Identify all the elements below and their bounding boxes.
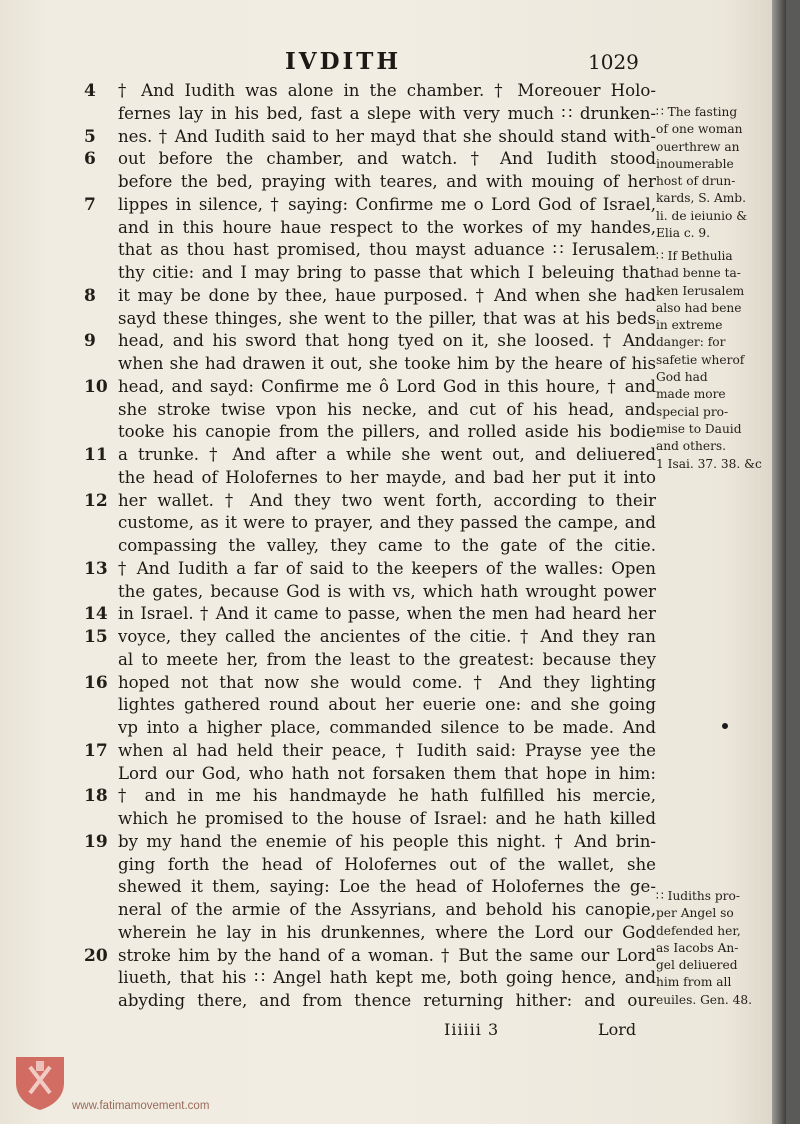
- text-line: [84, 581, 656, 604]
- line-text: † and in me his handmayde he hath fulfilled his mercie,: [118, 786, 656, 806]
- text-line: [84, 626, 656, 649]
- margin-note-line: as Iacobs An-: [656, 940, 739, 955]
- catchword: Lord: [598, 1020, 637, 1039]
- verse-number: 12: [84, 490, 108, 511]
- line-text: out before the chamber, and watch. † And Iudith stood: [118, 149, 656, 169]
- margin-note-line: gel deliuered: [656, 958, 738, 973]
- line-text: sayd these thinges, she went to the piller, that was at his beds: [118, 308, 656, 328]
- margin-note-line: inoumerable: [656, 156, 734, 171]
- line-text: abyding there, and from thence returning hither: and our: [118, 991, 656, 1010]
- text-line: [84, 876, 656, 899]
- line-text: it may be done by thee, haue purposed. † And when she had: [118, 285, 656, 305]
- margin-note-line: per Angel so: [656, 906, 734, 921]
- margin-note-line: ∷ The fasting: [656, 105, 738, 119]
- verse-number: 11: [84, 445, 108, 465]
- line-text: in Israel. † And it came to passe, when the men had heard her: [118, 604, 656, 624]
- text-line: [84, 899, 656, 922]
- line-text: when she had drawen it out, she tooke him by the heare of his: [118, 354, 656, 373]
- verse-number: 20: [84, 945, 108, 966]
- text-line: [84, 990, 656, 1013]
- text-line: [84, 740, 656, 763]
- line-text: al to meete her, from the least to the greatest: because they: [118, 649, 656, 669]
- signature-mark: Iiiiii 3: [444, 1020, 500, 1039]
- text-line: [84, 171, 656, 194]
- text-line: [84, 194, 656, 217]
- line-text: Lord our God, who hath not forsaken them that hope in him:: [118, 763, 656, 783]
- text-line: [84, 148, 656, 171]
- verse-number: 13: [84, 558, 108, 579]
- text-line: [84, 854, 656, 877]
- verse-number: 9: [84, 331, 96, 352]
- margin-note-line: danger: for: [656, 335, 726, 350]
- text-line: [84, 490, 656, 513]
- text-line: [84, 603, 656, 626]
- text-line: [84, 80, 656, 103]
- line-text: by my hand the enemie of his people this night. † And brin-: [118, 831, 656, 851]
- page-number: 1029: [588, 50, 639, 74]
- margin-note-line: 1 Isai. 37. 38. &c: [656, 456, 762, 471]
- text-line: [84, 558, 656, 581]
- margin-note-line: host of drun-: [656, 174, 736, 189]
- margin-note-jerusalem: [656, 248, 774, 473]
- text-line: [84, 126, 656, 149]
- margin-note-line: euiles. Gen. 48.: [656, 992, 753, 1007]
- line-text: the gates, because God is with vs, which hath wrought power: [118, 581, 656, 601]
- line-text: stroke him by the hand of a woman. † But the same our Lord: [118, 945, 656, 965]
- margin-note-line: of one woman: [656, 122, 743, 137]
- line-text: liueth, that his ∷ Angel hath kept me, both going hence, and: [118, 968, 656, 988]
- text-line: [84, 103, 656, 126]
- text-line: [84, 763, 656, 786]
- verse-number: 19: [84, 831, 108, 852]
- text-line: [84, 330, 656, 353]
- page-edge-shadow: [772, 0, 786, 1124]
- line-text: shewed it them, saying: Loe the head of Holofernes the ge-: [118, 877, 656, 897]
- line-text: nes. † And Iudith said to her mayd that she should stand with-: [118, 126, 656, 146]
- ink-spot: [722, 723, 728, 729]
- line-text: and in this houre haue respect to the workes of my handes,: [118, 217, 656, 237]
- margin-note-drunkennes: [656, 104, 774, 242]
- text-line: [84, 672, 656, 695]
- text-line: [84, 512, 656, 535]
- margin-note-line: mise to Dauid: [656, 421, 742, 436]
- line-text: tooke his canopie from the pillers, and rolled aside his bodie: [118, 422, 656, 442]
- line-text: vp into a higher place, commanded silence to be made. And: [118, 718, 656, 737]
- verse-number: 17: [84, 740, 108, 761]
- line-text: she stroke twise vpon his necke, and cut of his head, and: [118, 399, 656, 419]
- text-line: [84, 649, 656, 672]
- text-line: [84, 945, 656, 968]
- verse-number: 7: [84, 194, 96, 215]
- website-url[interactable]: www.fatimamovement.com: [72, 1100, 210, 1112]
- margin-note-line: kards, S. Amb.: [656, 191, 746, 206]
- margin-note-line: li. de ieiunio &: [656, 208, 748, 223]
- margin-note-line: him from all: [656, 975, 732, 990]
- line-text: † And Iudith was alone in the chamber. † Moreouer Holo-: [118, 81, 656, 100]
- verse-number: 5: [84, 126, 96, 147]
- line-text: that as thou hast promised, thou mayst aduance ∷ Ierusalem: [118, 240, 656, 260]
- text-line: [84, 808, 656, 831]
- verse-number: 18: [84, 786, 108, 807]
- line-text: the head of Holofernes to her mayde, and bad her put it into: [118, 467, 656, 487]
- line-text: lippes in silence, † saying: Confirme me o Lord God of Israel,: [118, 194, 656, 214]
- line-text: her wallet. † And they two went forth, according to their: [118, 490, 656, 510]
- line-text: compassing the valley, they came to the gate of the citie.: [118, 536, 656, 555]
- margin-note-line: had benne ta-: [656, 266, 741, 281]
- margin-note-line: ∷ Iudiths pro-: [656, 889, 740, 903]
- line-text: which he promised to the house of Israel: and he hath killed: [118, 809, 656, 828]
- margin-note-line: ouerthrew an: [656, 139, 740, 154]
- margin-note-line: and others.: [656, 439, 727, 454]
- text-line: [84, 535, 656, 558]
- line-text: custome, as it were to prayer, and they passed the campe, and: [118, 513, 656, 533]
- line-text: neral of the armie of the Assyrians, and behold his canopie,: [118, 900, 656, 919]
- text-line: [84, 421, 656, 444]
- margin-note-line: special pro-: [656, 404, 729, 419]
- line-text: hoped not that now she would come. † And they lighting: [118, 672, 656, 692]
- line-text: head, and sayd: Confirme me ô Lord God in this houre, † and: [118, 376, 656, 396]
- verse-number: 16: [84, 672, 108, 693]
- text-line: [84, 694, 656, 717]
- heraldic-shield-logo-icon: [12, 1053, 68, 1111]
- text-line: [84, 831, 656, 854]
- text-line: [84, 399, 656, 422]
- verse-number: 15: [84, 627, 108, 647]
- text-line: [84, 239, 656, 262]
- main-text-column: [84, 80, 656, 1013]
- line-text: † And Iudith a far of said to the keepers of the walles: Open: [118, 558, 656, 578]
- line-text: a trunke. † And after a while she went out, and deliuered: [118, 445, 656, 464]
- text-line: [84, 467, 656, 490]
- line-text: ging forth the head of Holofernes out of the wallet, she: [118, 854, 656, 874]
- verse-number: 6: [84, 149, 96, 170]
- margin-note-line: in extreme: [656, 318, 723, 333]
- line-text: lightes gathered round about her euerie one: and she going: [118, 695, 656, 715]
- margin-note-line: God had: [656, 370, 708, 385]
- text-line: [84, 262, 656, 285]
- page-header: [0, 48, 786, 78]
- margin-note-line: also had bene: [656, 300, 742, 315]
- text-line: [84, 353, 656, 376]
- text-line: [84, 217, 656, 240]
- margin-note-line: ∷ If Bethulia: [656, 249, 733, 263]
- text-line: [84, 717, 656, 740]
- line-text: before the bed, praying with teares, and with mouing of her: [118, 172, 656, 191]
- line-text: head, and his sword that hong tyed on it, she loosed. † And: [118, 331, 656, 351]
- margin-note-line: safetie wherof: [656, 352, 745, 367]
- line-text: thy citie: and I may bring to passe that which I beleuing that: [118, 263, 656, 282]
- text-line: [84, 376, 656, 399]
- text-line: [84, 922, 656, 945]
- margin-note-angel: [656, 888, 774, 1009]
- verse-number: 8: [84, 285, 96, 306]
- line-text: voyce, they called the ancientes of the citie. † And they ran: [118, 627, 656, 646]
- margin-note-line: defended her,: [656, 923, 741, 938]
- running-title: IVDITH: [285, 48, 402, 75]
- line-text: fernes lay in his bed, fast a slepe with very much ∷ drunken-: [118, 103, 656, 123]
- text-line: [84, 285, 656, 308]
- text-line: [84, 967, 656, 990]
- line-text: wherein he lay in his drunkennes, where the Lord our God: [118, 922, 656, 942]
- verse-number: 14: [84, 604, 108, 625]
- margin-note-line: Elia c. 9.: [656, 226, 711, 241]
- verse-number: 10: [84, 376, 108, 397]
- text-line: [84, 308, 656, 331]
- text-line: [84, 444, 656, 467]
- margin-note-line: ken Ierusalem: [656, 283, 745, 298]
- line-text: when al had held their peace, † Iudith said: Prayse yee the: [118, 740, 656, 760]
- verse-number: 4: [84, 81, 96, 101]
- text-line: [84, 785, 656, 808]
- margin-note-line: made more: [656, 387, 726, 402]
